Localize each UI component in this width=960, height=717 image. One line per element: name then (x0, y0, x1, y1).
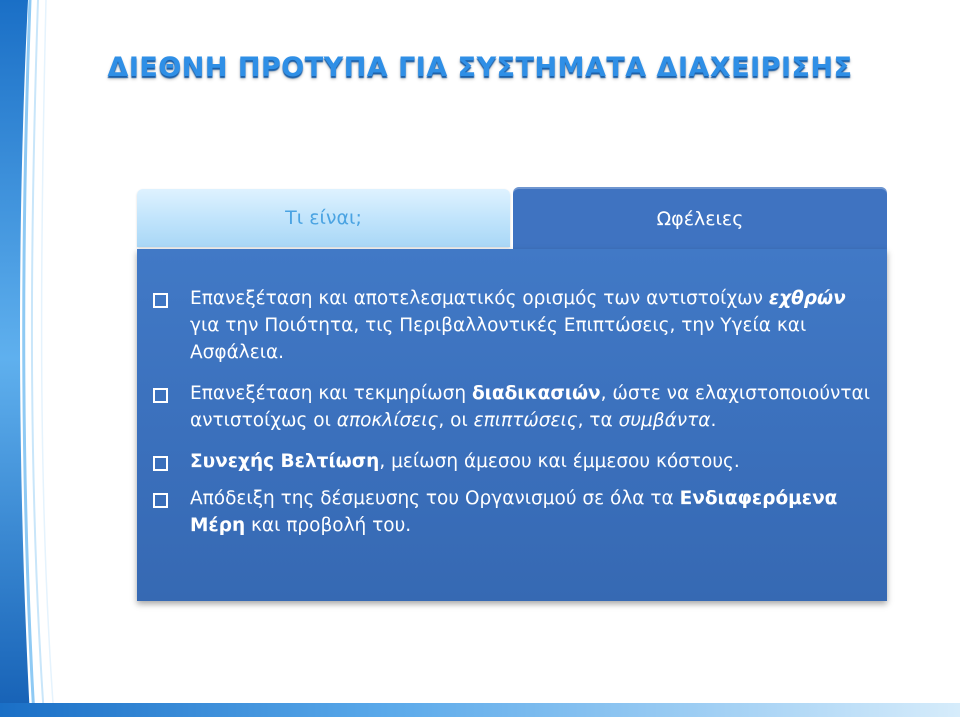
list-item (153, 485, 873, 539)
checkbox-square-icon (153, 456, 168, 471)
list-item (153, 285, 873, 366)
benefits-list (153, 285, 873, 553)
tab-label: Ωφέλειες (656, 208, 744, 230)
bullet-text: Συνεχής Βελτίωση, μείωση άμεσου και έμμεσου κόστους. (190, 451, 740, 472)
checkbox-square-icon (153, 388, 168, 403)
tab-what-is-it[interactable] (137, 189, 510, 247)
bullet-text: Απόδειξη της δέσμευσης του Οργανισμού σε όλα τα Ενδιαφερόμενα Μέρη και προβολή του. (190, 488, 838, 536)
tab-benefits[interactable] (513, 187, 887, 251)
checkbox-square-icon (153, 493, 168, 508)
bullet-text: Επανεξέταση και αποτελεσματικός ορισμός των αντιστοίχων εχθρών για την Ποιότητα, τις Περιβαλλοντικές Επιπτώσεις, την Υγεία και Ασφάλεια. (190, 288, 846, 363)
slide-title: ΔΙΕΘΝΗ ΠΡΟΤΥΠΑ ΓΙΑ ΣΥΣΤΗΜΑΤΑ ΔΙΑΧΕΙΡΙΣΗΣ (107, 52, 853, 83)
list-item (153, 380, 873, 434)
decorative-bottom-bar (0, 703, 960, 717)
checkbox-square-icon (153, 293, 168, 308)
bullet-text: Επανεξέταση και τεκμηρίωση διαδικασιών, ώστε να ελαχιστοποιούνται αντιστοίχως οι αποκλίσεις, οι επιπτώσεις, τα συμβάντα. (190, 383, 870, 431)
decorative-swoosh (0, 0, 60, 717)
tab-label: Τι είναι; (285, 207, 362, 229)
benefits-panel (137, 249, 887, 601)
list-item (153, 448, 873, 475)
